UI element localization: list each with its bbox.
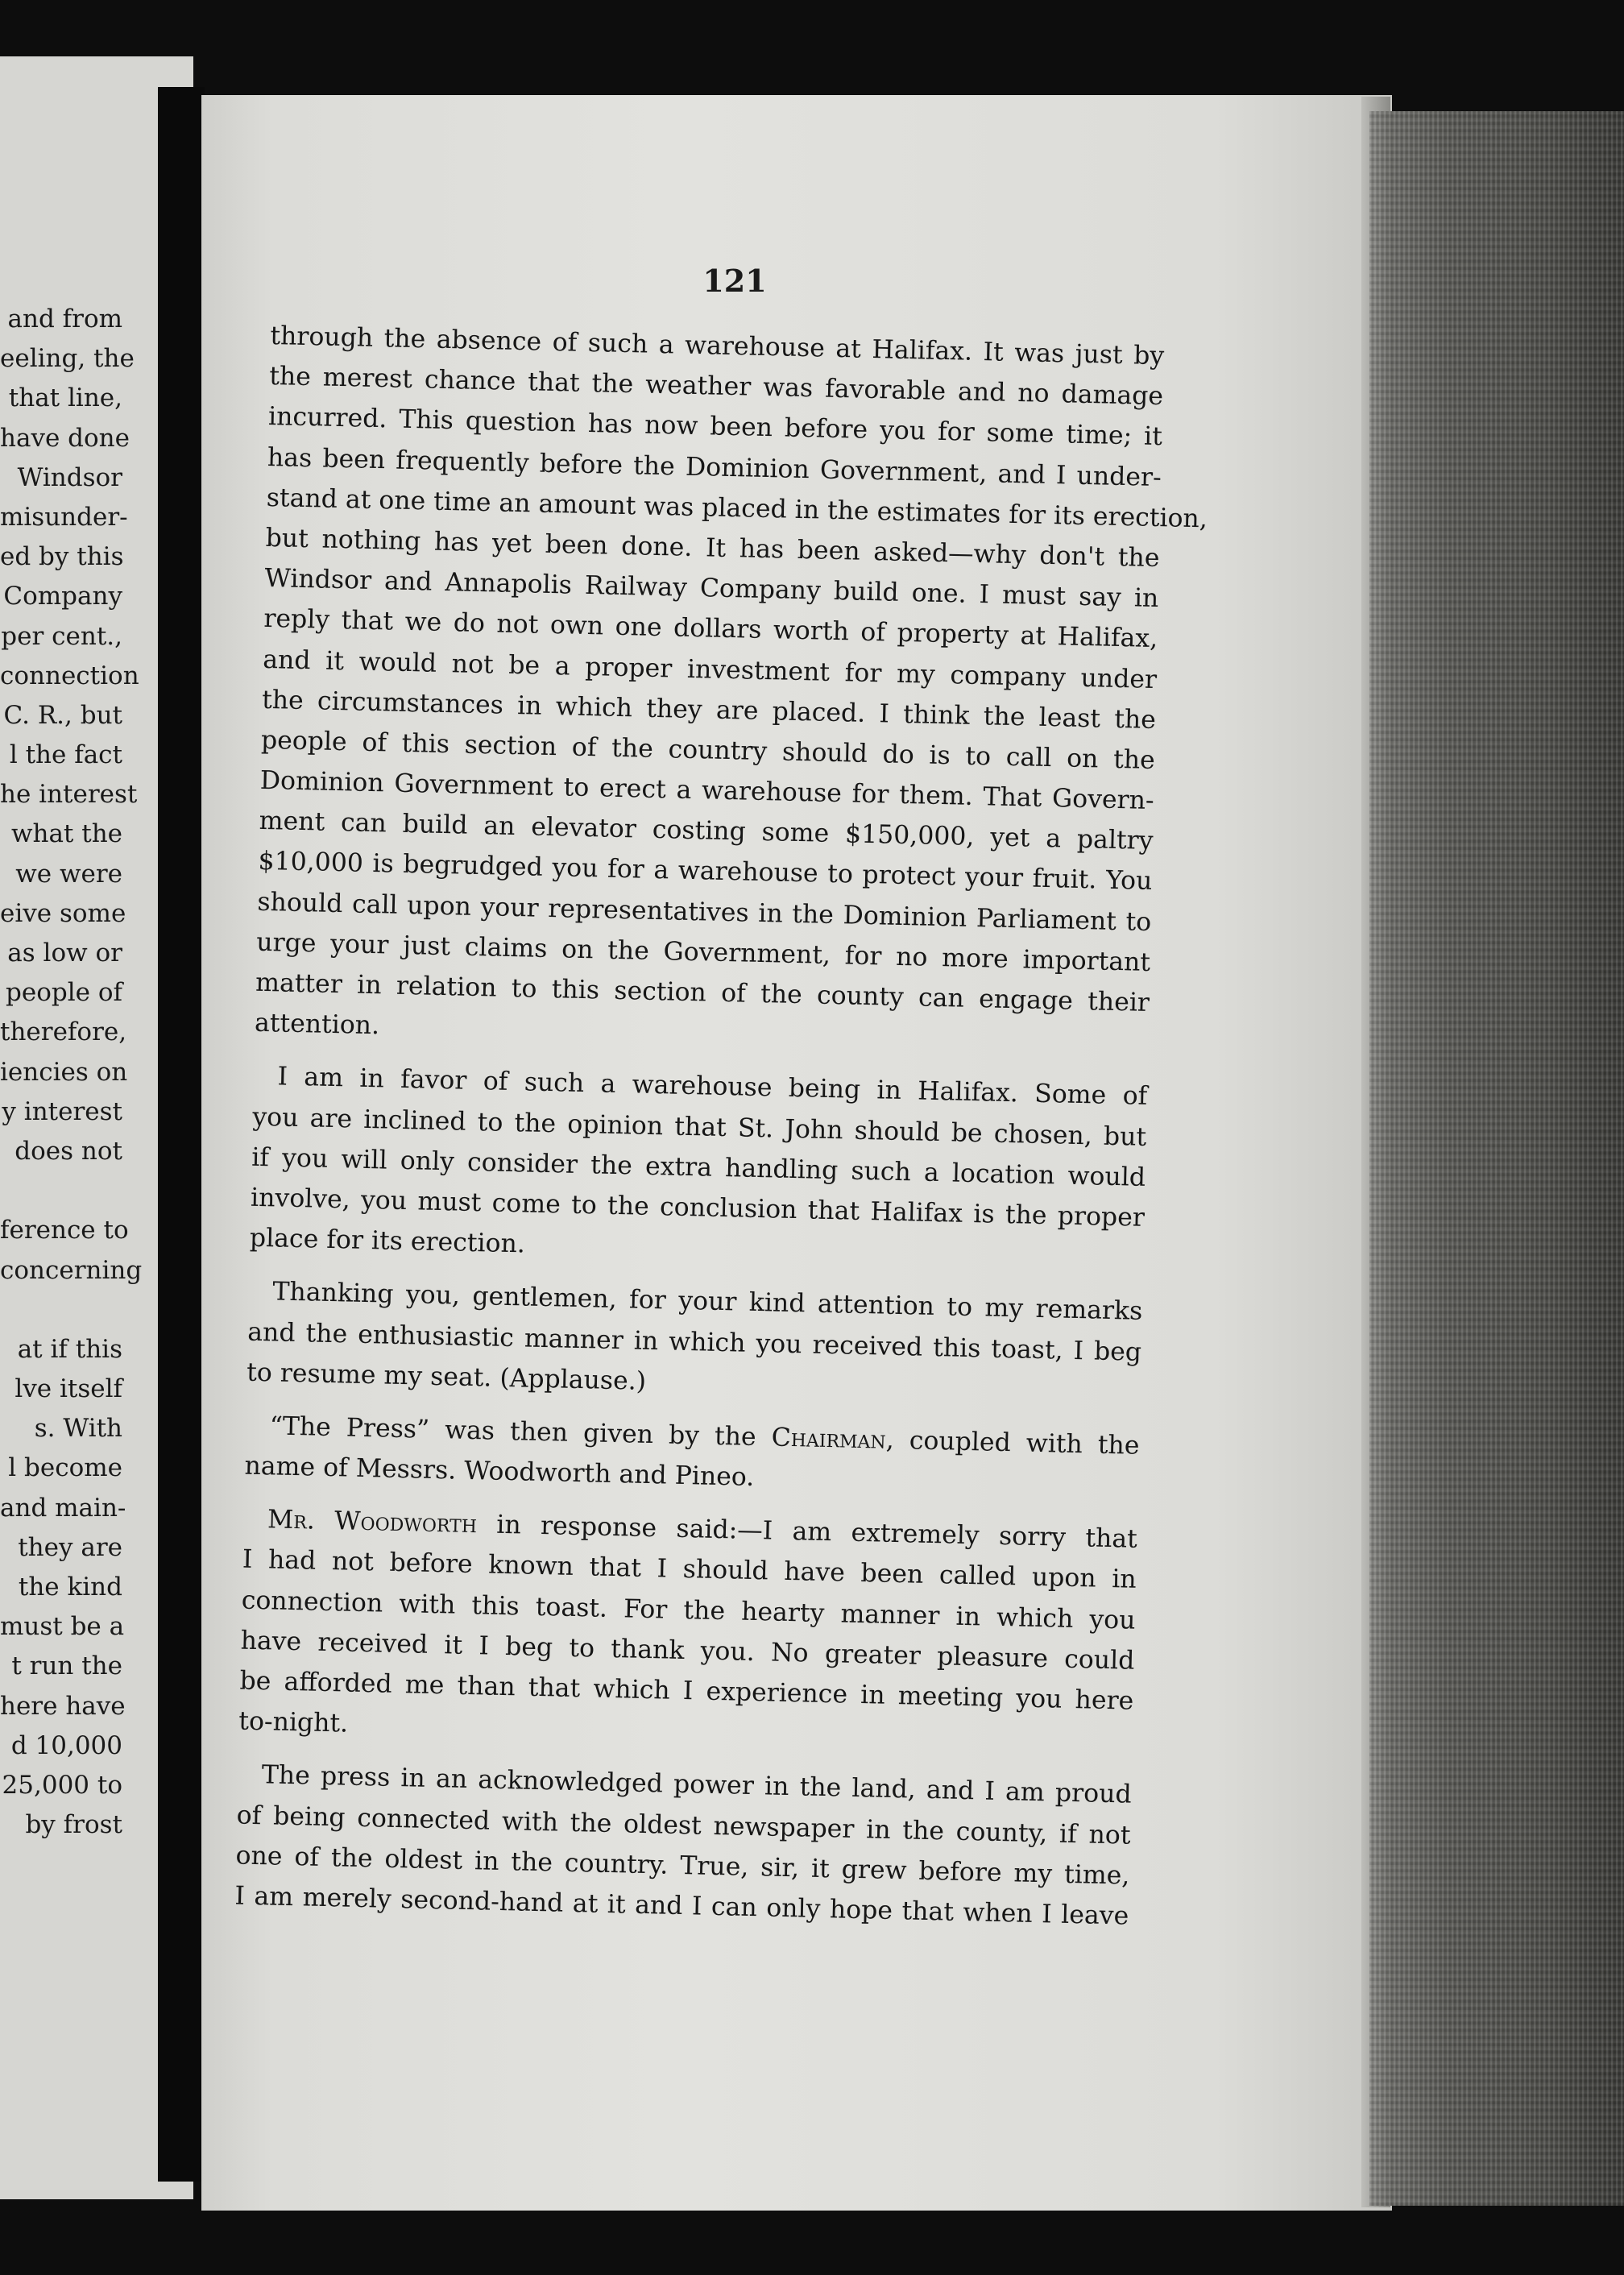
text-line: has been frequently before the Dominion Government, and I under- (267, 442, 1162, 492)
text-line: should call upon your representatives in the Dominion Parliament to (257, 887, 1152, 937)
text-line: I am merely second-hand at it and I can only hope that when I leave (234, 1881, 1129, 1931)
left-text-line: does not (14, 1136, 122, 1166)
text-line: reply that we do not own one dollars worth of property at Halifax, (263, 604, 1158, 654)
text-line: $10,000 is begrudged you for a warehouse to protect your fruit. You (258, 847, 1153, 897)
left-text-line: people of (6, 978, 122, 1008)
text-line: incurred. This question has now been before you for some time; it (267, 402, 1163, 452)
text-line: but nothing has yet been done. It has been asked—why don't the (265, 523, 1160, 574)
speaker-name: Mr. Woodworth (267, 1505, 478, 1539)
left-text-line: eive some (0, 898, 126, 928)
text-line: place for its erection. (249, 1223, 526, 1259)
left-text-line: iencies on (0, 1057, 128, 1087)
left-text-line: and main- (0, 1493, 126, 1523)
page-number: 121 (702, 263, 767, 299)
text-line: urge your just claims on the Government, for no more important (255, 927, 1151, 977)
left-text-line: Windsor (17, 462, 122, 492)
left-text-line (0, 1291, 122, 1330)
text-line: through the absence of such a warehouse at Halifax. It was just by (270, 321, 1165, 371)
text-line: stand at one time an amount was placed in the estimates for its erection, (266, 483, 1208, 534)
left-text-line: must be a (0, 1612, 125, 1642)
left-text-line: C. R., but (3, 700, 122, 730)
paragraph-6 (234, 1755, 1132, 1937)
text-line: if you will only consider the extra handling such a location would (251, 1142, 1146, 1192)
text-line: and the enthusiastic manner in which you received this toast, I beg (246, 1317, 1142, 1367)
left-text-line: Company (3, 582, 122, 611)
left-text-line: he interest (0, 780, 138, 810)
left-text-line: d 10,000 (10, 1730, 122, 1760)
left-text-line: ference to (0, 1216, 129, 1245)
book-edge (1369, 111, 1624, 2206)
left-text-line: connection (0, 661, 139, 690)
text-line: Dominion Government to erect a warehouse for them. That Govern- (259, 765, 1155, 816)
text-line: you are inclined to the opinion that St. John should be chosen, but (252, 1102, 1147, 1152)
left-text-line: we were (15, 859, 122, 889)
left-text-line: at if this (17, 1334, 122, 1364)
text-line: “The Press” was then given by the Chairman, coupled with the (269, 1411, 1140, 1461)
left-text-line: t run the (11, 1651, 122, 1681)
left-text-line: per cent., (1, 621, 122, 651)
left-text-line: ed by this (0, 542, 124, 572)
left-text-line: they are (18, 1532, 122, 1562)
text-line: Thanking you, gentlemen, for your kind attention to my remarks (272, 1277, 1143, 1327)
text-line: name of Messrs. Woodworth and Pineo. (244, 1451, 755, 1493)
left-text-line: by frost (25, 1810, 122, 1840)
left-text-line: as low or (7, 939, 122, 968)
left-text-line: what the (10, 819, 122, 849)
left-page-text (0, 300, 143, 1845)
text-line: I am in favor of such a warehouse being in Halifax. Some of (277, 1062, 1148, 1112)
left-text-line: and from (7, 305, 122, 334)
text-line: involve, you must come to the conclusion that Halifax is the proper (250, 1183, 1146, 1233)
text-line: of being connected with the oldest newspaper in the county, if not (236, 1801, 1131, 1850)
left-text-line: therefore, (0, 1017, 127, 1047)
paragraph-5 (238, 1499, 1138, 1762)
text-line: and it would not be a proper investment for my company under (262, 644, 1158, 694)
text-line: I had not before known that I should have been called upon in (242, 1545, 1137, 1595)
book-gutter (158, 87, 205, 2182)
left-text-line: y interest (2, 1096, 122, 1126)
left-text-line: the kind (18, 1573, 122, 1602)
left-text-line: concerning (0, 1255, 143, 1285)
text-line: Windsor and Annapolis Railway Company build one. I must say in (264, 564, 1159, 614)
text-line: people of this section of the country should do is to call on the (260, 725, 1156, 775)
text-line: be afforded me than that which I experience in meeting you here (239, 1666, 1134, 1716)
page-body (234, 316, 1208, 1937)
paragraph-3 (246, 1271, 1143, 1413)
left-text-line: 25,000 to (2, 1770, 122, 1800)
left-text-line: have done (0, 423, 130, 453)
text-line: connection with this toast. For the hearty manner in which you (241, 1585, 1136, 1635)
text-line: ment can build an elevator costing some $150,000, yet a paltry (259, 806, 1154, 856)
chairman-name: Chairman (771, 1423, 887, 1455)
text-line: to-night. (238, 1706, 349, 1738)
left-text-line: misunder- (0, 502, 128, 532)
paragraph-2 (249, 1056, 1147, 1278)
left-text-line: here have (0, 1691, 126, 1721)
text-line: attention. (254, 1008, 380, 1041)
left-text-line (0, 1171, 122, 1211)
text-line: have received it I beg to thank you. No greater pleasure could (240, 1626, 1135, 1676)
left-text-line: l the fact (9, 740, 122, 770)
left-text-line: s. With (34, 1414, 122, 1444)
left-text-line: that line, (8, 383, 122, 413)
paragraph-1 (254, 316, 1208, 1063)
text-line: Mr. Woodworth in response said:—I am extremely sorry that (267, 1505, 1138, 1555)
text-line: the circumstances in which they are placed. I think the least the (261, 685, 1157, 735)
text-line: the merest chance that the weather was favorable and no damage (268, 362, 1164, 412)
text-line: matter in relation to this section of the county can engage their (255, 968, 1150, 1017)
text-line: one of the oldest in the country. True, sir, it grew before my time, (235, 1841, 1130, 1891)
text-line: The press in an acknowledged power in the land, and I am proud (261, 1760, 1133, 1810)
left-text-line: l become (8, 1453, 122, 1483)
left-text-line: lve itself (14, 1374, 122, 1404)
text-line: to resume my seat. (Applause.) (246, 1357, 647, 1396)
left-text-line: eeling, the (0, 344, 135, 374)
